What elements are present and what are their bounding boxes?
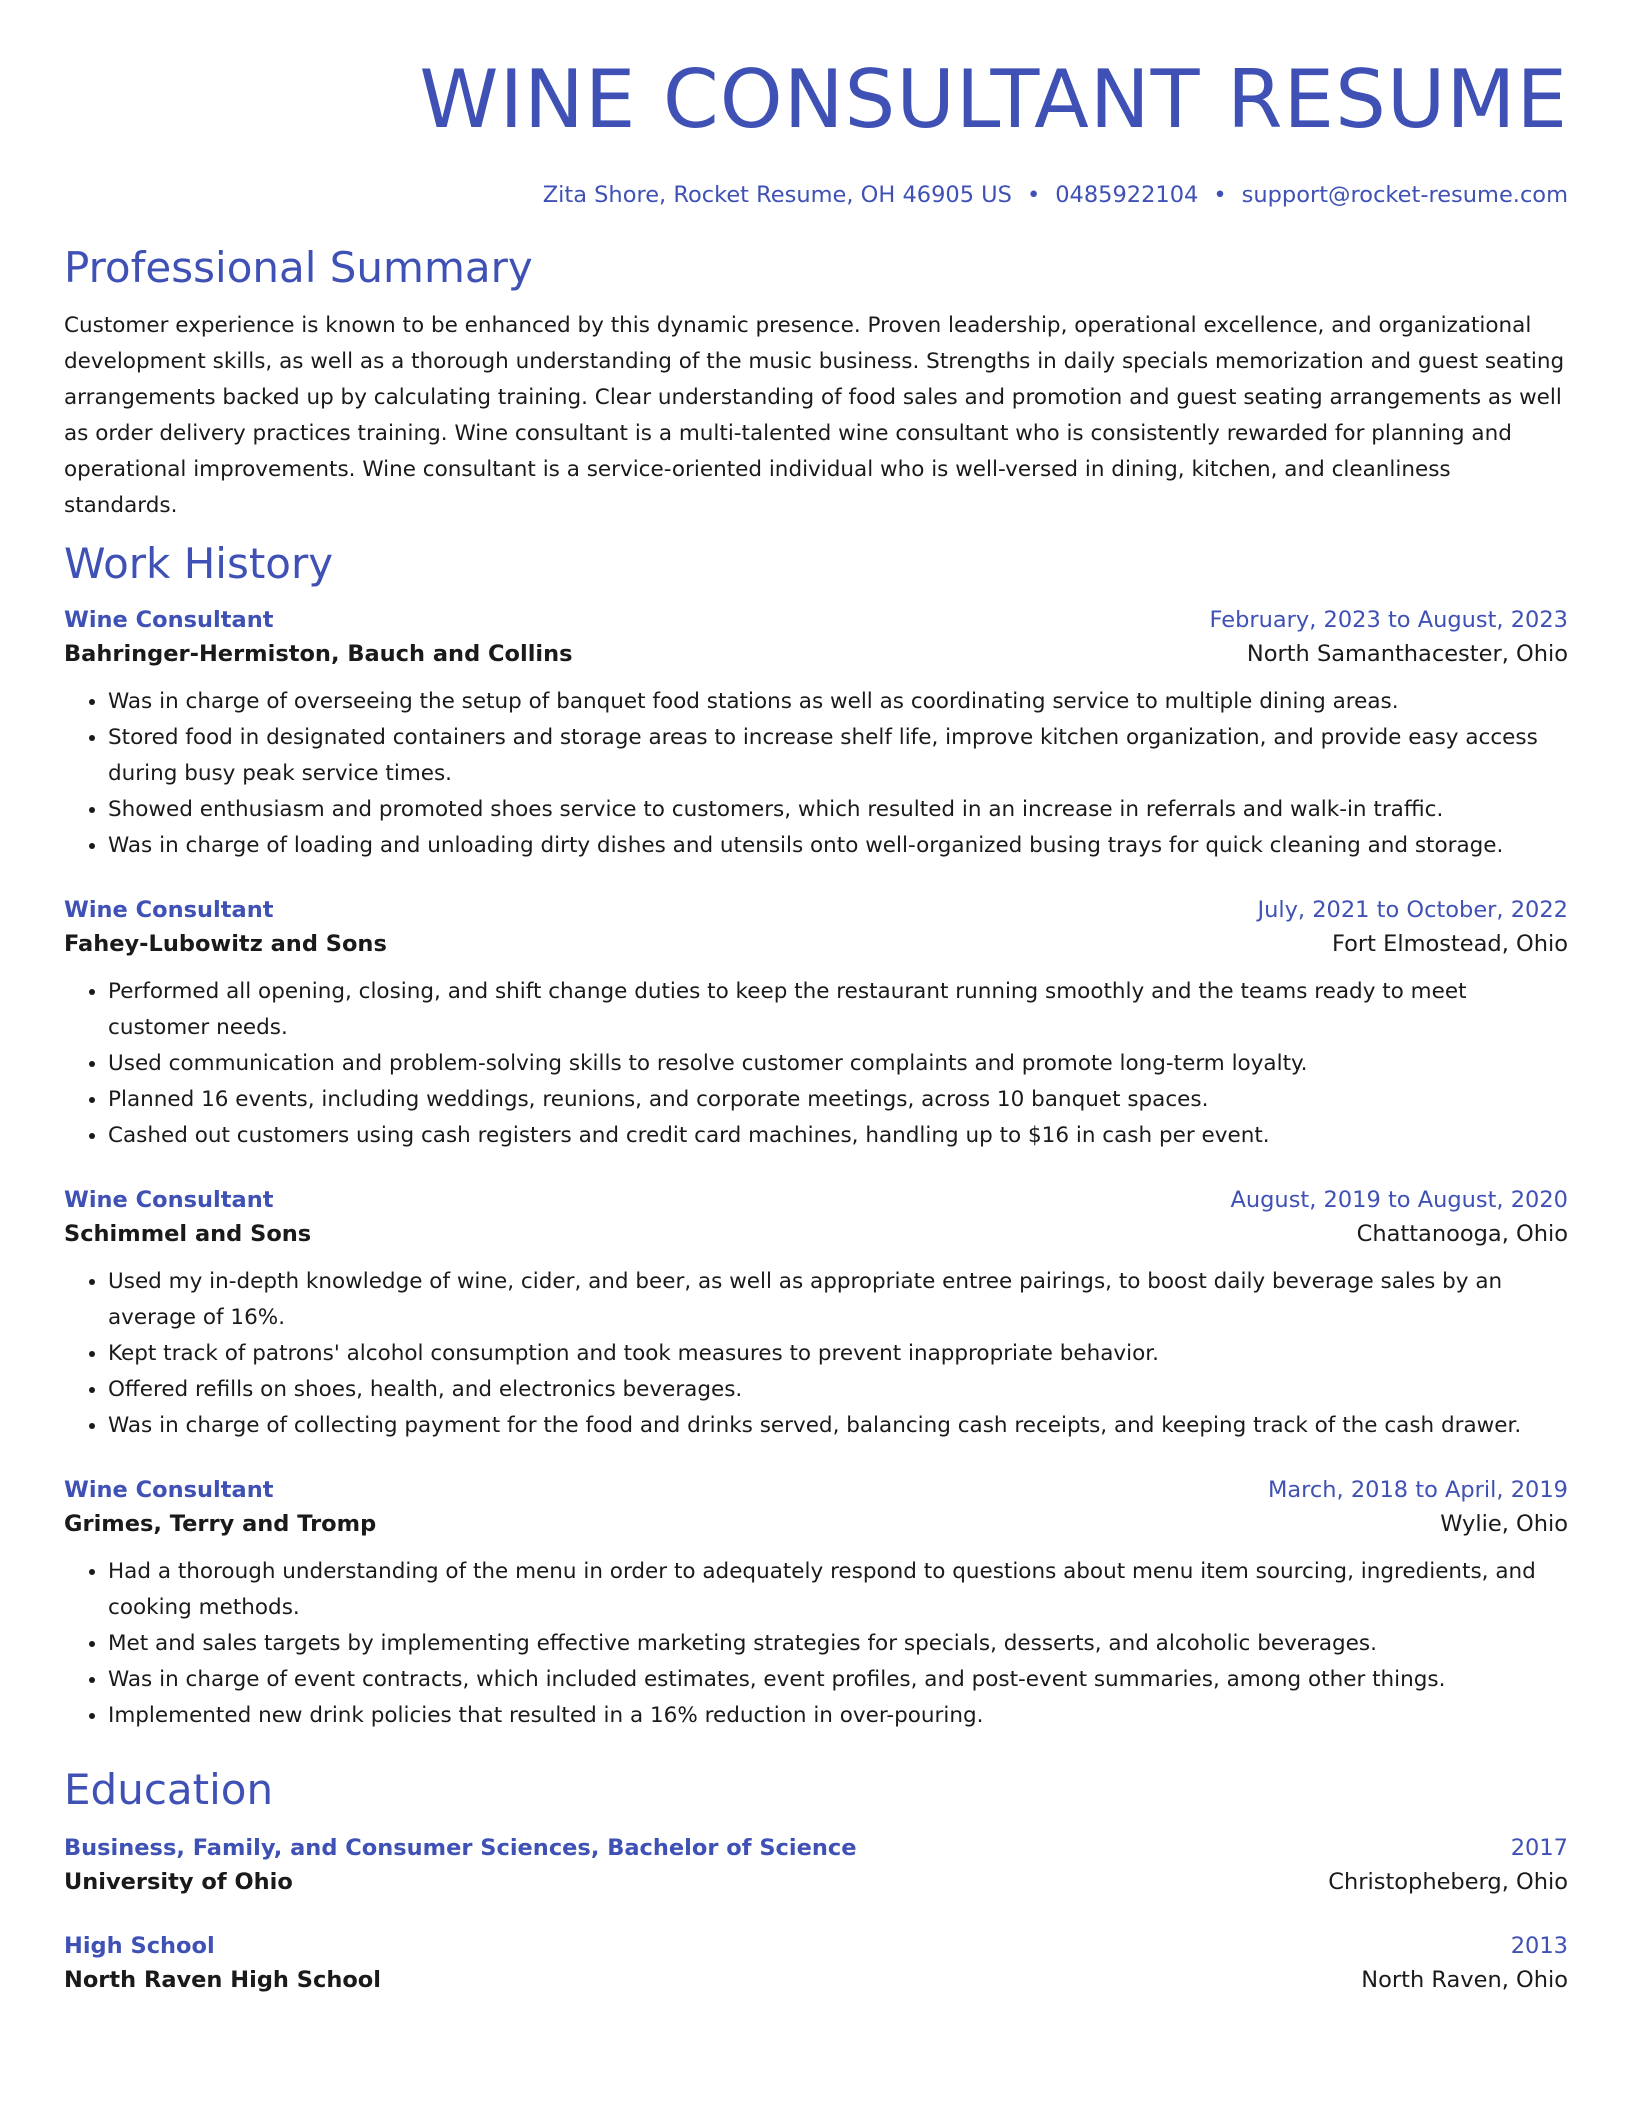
job-bullets <box>64 684 1568 864</box>
education-degree: High School <box>64 1933 215 1959</box>
job-bullet: • Planned 16 events, including weddings, reunions, and corporate meetings, across 10 banquet spaces. <box>108 1082 1568 1118</box>
job-dates: February, 2023 to August, 2023 <box>1209 607 1568 633</box>
job-entry <box>64 894 1568 1154</box>
education-degree: Business, Family, and Consumer Sciences, Bachelor of Science <box>64 1835 857 1861</box>
job-subheader <box>64 1506 1568 1542</box>
job-entry <box>64 604 1568 864</box>
job-location: Fort Elmostead, Ohio <box>1331 931 1568 957</box>
job-role: Wine Consultant <box>64 897 274 923</box>
job-subheader <box>64 926 1568 962</box>
job-bullets <box>64 1554 1568 1734</box>
job-bullet: • Was in charge of overseeing the setup of banquet food stations as well as coordinating service to multiple dining areas. <box>108 684 1568 720</box>
summary-heading: Professional Summary <box>64 243 533 292</box>
job-bullet: • Stored food in designated containers and storage areas to increase shelf life, improve kitchen organization, and provide easy access during busy peak service times. <box>108 720 1568 792</box>
education-location: North Raven, Ohio <box>1361 1967 1568 1993</box>
education-year: 2013 <box>1510 1933 1568 1959</box>
education-entry <box>64 1930 1568 1998</box>
job-location: Chattanooga, Ohio <box>1356 1221 1568 1247</box>
contact-phone: 0485922104 <box>1055 182 1199 208</box>
job-bullet: • Used my in-depth knowledge of wine, cider, and beer, as well as appropriate entree pairings, to boost daily beverage sales by an average of 16%. <box>108 1264 1568 1336</box>
contact-email: support@rocket-resume.com <box>1241 182 1568 208</box>
job-location: Wylie, Ohio <box>1440 1511 1568 1537</box>
education-subheader <box>64 1962 1568 1998</box>
job-header <box>64 894 1568 926</box>
job-bullet: • Was in charge of event contracts, which included estimates, event profiles, and post-event summaries, among other things. <box>108 1662 1568 1698</box>
education-header <box>64 1832 1568 1864</box>
education-subheader <box>64 1864 1568 1900</box>
job-header <box>64 1184 1568 1216</box>
summary-text: Customer experience is known to be enhanced by this dynamic presence. Proven leadership, operational excellence, and organizational development skills, as well as a thorough understanding of the music business. Strengths in daily specials memorization and guest seating arrangements backed up by calculating training. Clear understanding of food sales and promotion and guest seating arrangements as well as order delivery practices training. Wine consultant is a multi-talented wine consultant who is consistently rewarded for planning and operational improvements. Wine consultant is a service-oriented individual who is well-versed in dining, kitchen, and cleanliness standards. <box>64 313 1565 518</box>
job-bullet: • Was in charge of loading and unloading dirty dishes and utensils onto well-organized busing trays for quick cleaning and storage. <box>108 828 1568 864</box>
contact-separator: • <box>1026 182 1041 208</box>
contact-address: Zita Shore, Rocket Resume, OH 46905 US <box>542 182 1012 208</box>
job-entry <box>64 1474 1568 1734</box>
education-location: Christopheberg, Ohio <box>1328 1869 1568 1895</box>
resume-title: WINE CONSULTANT RESUME <box>419 53 1568 146</box>
job-bullet: • Kept track of patrons' alcohol consumption and took measures to prevent inappropriate behavior. <box>108 1336 1568 1372</box>
job-subheader <box>64 636 1568 672</box>
job-bullet: • Implemented new drink policies that resulted in a 16% reduction in over-pouring. <box>108 1698 1568 1734</box>
job-bullet: • Met and sales targets by implementing effective marketing strategies for specials, desserts, and alcoholic beverages. <box>108 1626 1568 1662</box>
education-school: North Raven High School <box>64 1967 381 1993</box>
job-bullets <box>64 1264 1568 1444</box>
job-role: Wine Consultant <box>64 607 274 633</box>
job-company: Fahey-Lubowitz and Sons <box>64 931 387 957</box>
education-heading: Education <box>64 1765 274 1814</box>
job-bullet: • Used communication and problem-solving skills to resolve customer complaints and promote long-term loyalty. <box>108 1046 1568 1082</box>
job-bullet: • Was in charge of collecting payment for the food and drinks served, balancing cash receipts, and keeping track of the cash drawer. <box>108 1408 1568 1444</box>
job-bullet: • Showed enthusiasm and promoted shoes service to customers, which resulted in an increase in referrals and walk-in traffic. <box>108 792 1568 828</box>
job-company: Bahringer-Hermiston, Bauch and Collins <box>64 641 573 667</box>
contact-line <box>64 178 1568 212</box>
job-company: Grimes, Terry and Tromp <box>64 1511 377 1537</box>
job-header <box>64 1474 1568 1506</box>
job-bullet: • Cashed out customers using cash registers and credit card machines, handling up to $16 in cash per event. <box>108 1118 1568 1154</box>
job-bullets <box>64 974 1568 1154</box>
job-role: Wine Consultant <box>64 1477 274 1503</box>
education-entry <box>64 1832 1568 1900</box>
job-dates: August, 2019 to August, 2020 <box>1230 1187 1568 1213</box>
job-bullet: • Performed all opening, closing, and shift change duties to keep the restaurant running smoothly and the teams ready to meet customer needs. <box>108 974 1568 1046</box>
job-company: Schimmel and Sons <box>64 1221 312 1247</box>
job-subheader <box>64 1216 1568 1252</box>
job-dates: March, 2018 to April, 2019 <box>1267 1477 1568 1503</box>
job-entry <box>64 1184 1568 1444</box>
work-history-heading: Work History <box>64 539 334 588</box>
job-header <box>64 604 1568 636</box>
education-school: University of Ohio <box>64 1869 293 1895</box>
job-role: Wine Consultant <box>64 1187 274 1213</box>
education-year: 2017 <box>1510 1835 1568 1861</box>
job-dates: July, 2021 to October, 2022 <box>1257 897 1568 923</box>
education-header <box>64 1930 1568 1962</box>
contact-separator: • <box>1213 182 1227 208</box>
job-bullet: • Offered refills on shoes, health, and electronics beverages. <box>108 1372 1568 1408</box>
job-location: North Samanthacester, Ohio <box>1246 641 1568 667</box>
job-bullet: • Had a thorough understanding of the menu in order to adequately respond to questions about menu item sourcing, ingredients, and cooking methods. <box>108 1554 1568 1626</box>
